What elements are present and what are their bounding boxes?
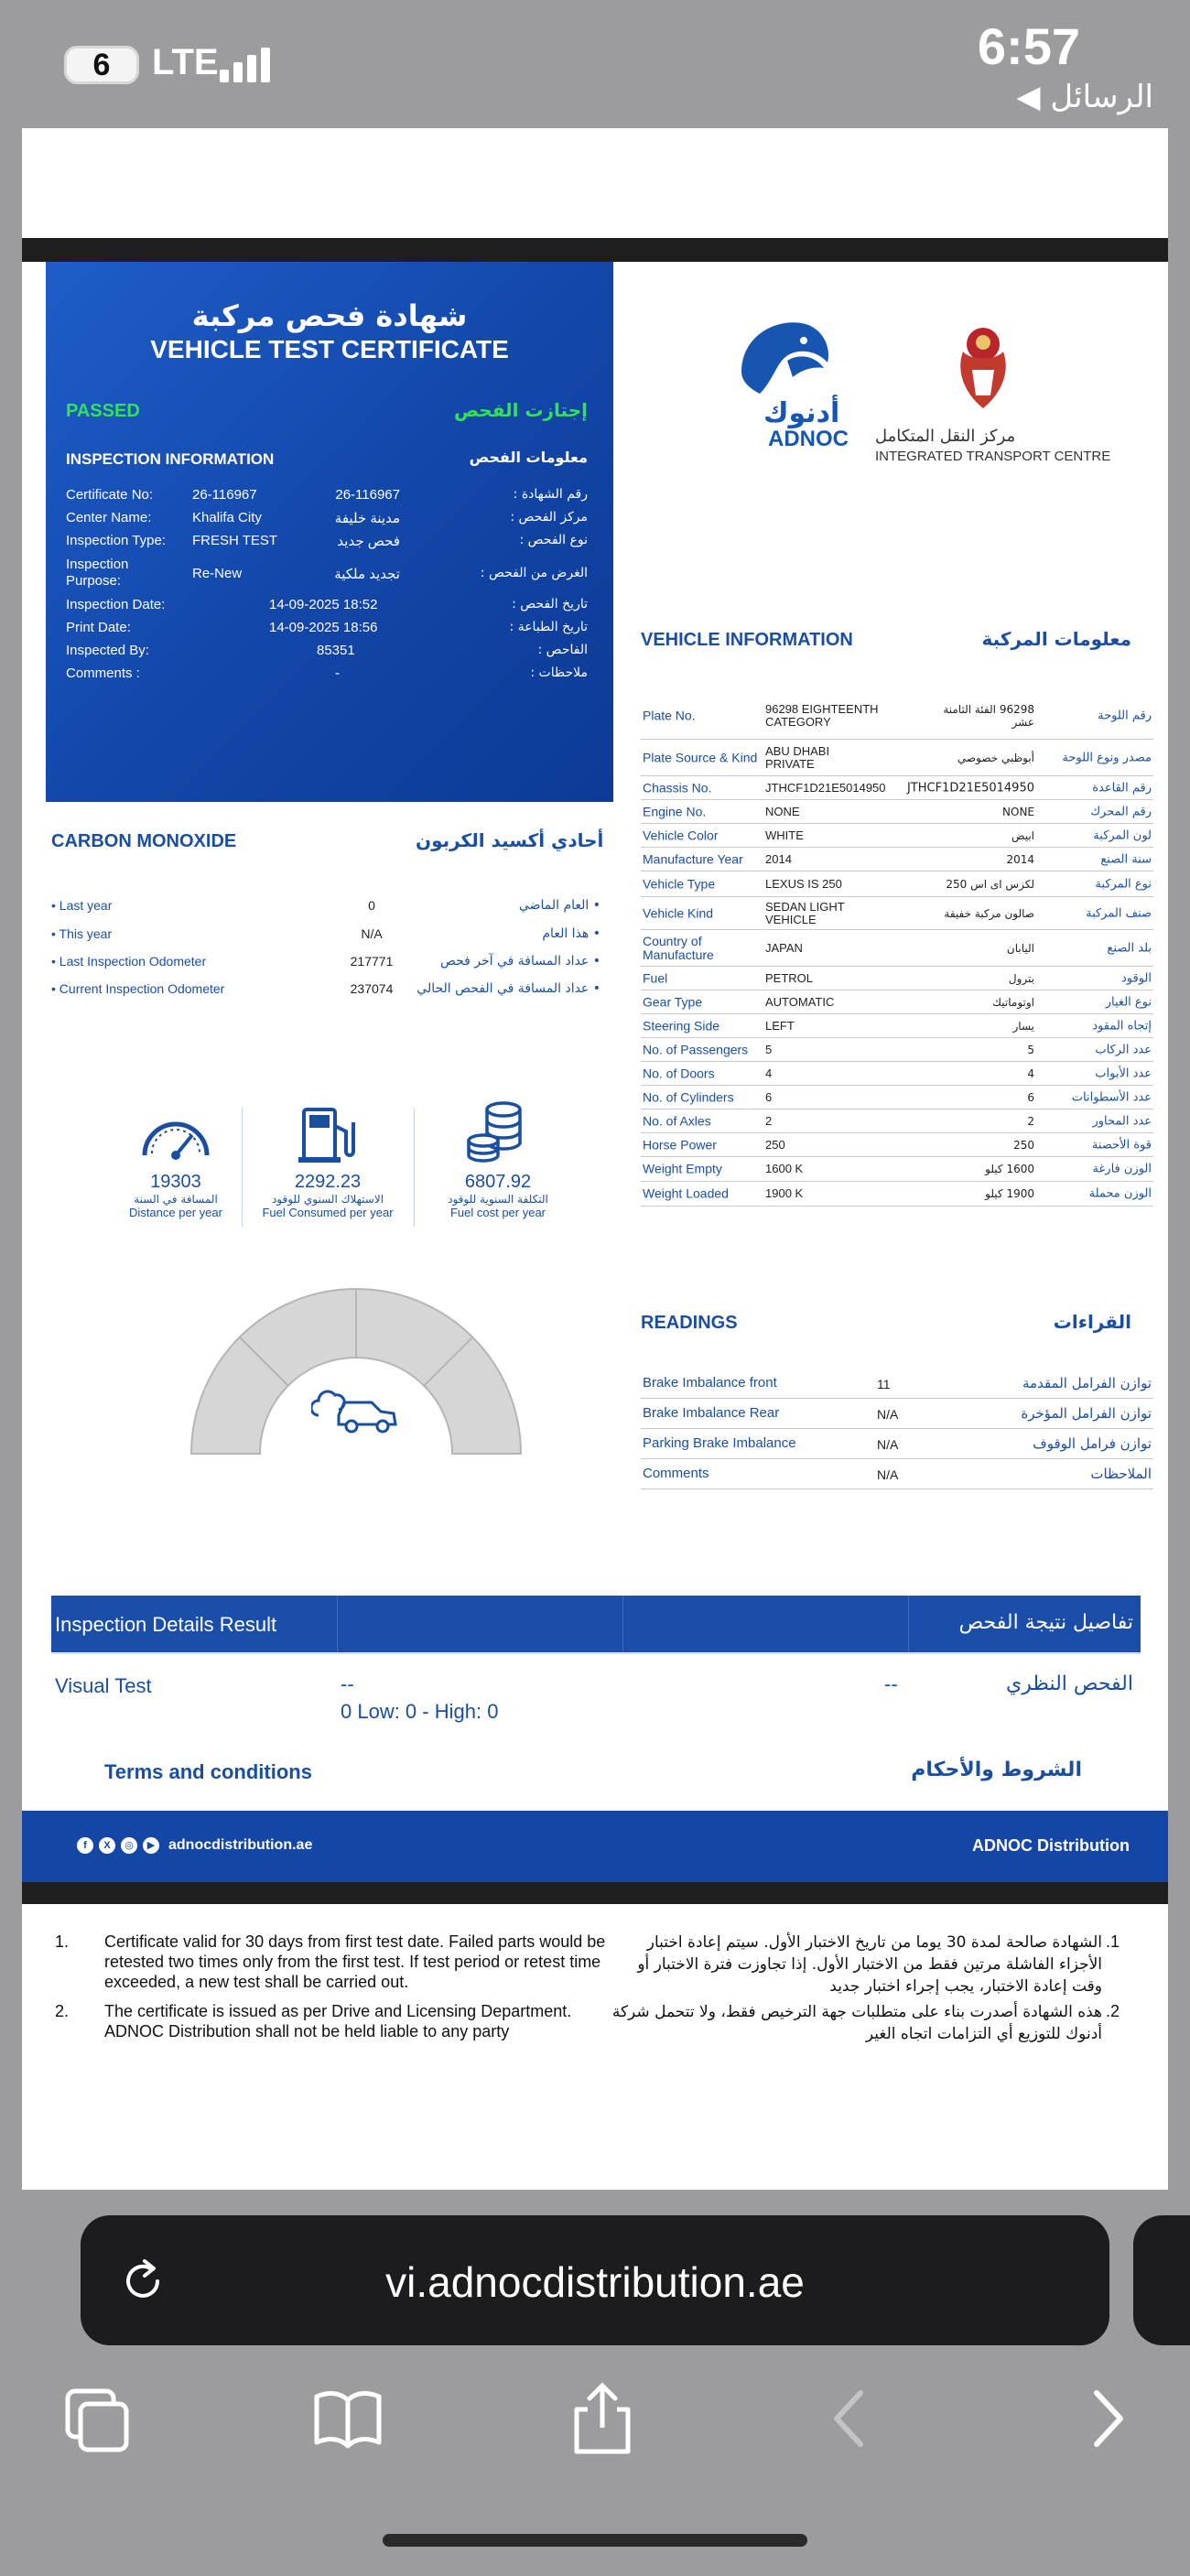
reading-label: Parking Brake Imbalance xyxy=(643,1435,796,1451)
row-label-ar: رقم المحرك xyxy=(1090,805,1152,818)
stat-label: Distance per year xyxy=(129,1206,222,1219)
row-value-ar: 250 xyxy=(1013,1138,1034,1152)
visual-test-label: Visual Test xyxy=(55,1674,152,1697)
row-label: Manufacture Year xyxy=(643,851,743,866)
info-row xyxy=(66,666,588,686)
row-value: JTHCF1D21E5014950 xyxy=(765,780,886,795)
info-label: Inspection Date: xyxy=(66,597,166,612)
row-label: Plate Source & Kind xyxy=(643,750,758,764)
co-row xyxy=(51,926,600,947)
logos xyxy=(663,317,1139,500)
row-value-ar: بترول xyxy=(1008,971,1034,985)
info-value: Khalifa City xyxy=(192,510,262,525)
info-label: Inspection Type: xyxy=(66,533,166,548)
reading-label-ar: توازن الفرامل المؤخرة xyxy=(1021,1405,1152,1422)
co-row xyxy=(51,898,600,918)
reading-label-ar: توازن فرامل الوقوف xyxy=(1033,1435,1152,1452)
row-value-ar: يسار xyxy=(1012,1019,1034,1033)
row-label: Gear Type xyxy=(643,994,703,1009)
info-label-ar: ملاحظات : xyxy=(530,666,588,680)
info-row: Center Name: Khalifa City مدينة خليفة مركز الفحص : xyxy=(66,510,588,526)
vehicle-info-title-ar: معلومات المركبة xyxy=(981,628,1131,650)
co-label: • This year xyxy=(51,926,113,941)
adnoc-logo-en: ADNOC xyxy=(768,427,849,451)
row-value: SEDAN LIGHT VEHICLE xyxy=(765,899,845,926)
reading-value: N/A xyxy=(877,1407,899,1422)
reading-label: Brake Imbalance Rear xyxy=(643,1405,780,1421)
row-label: Weight Empty xyxy=(643,1161,722,1176)
row-label-ar: عدد المحاور xyxy=(1092,1114,1152,1128)
info-label-ar: مركز الفحص : xyxy=(510,510,588,525)
battery-indicator: 6 xyxy=(64,46,139,84)
row-value: LEXUS IS 250 xyxy=(765,876,842,891)
row-label: No. of Axles xyxy=(643,1113,711,1128)
row-label: Steering Side xyxy=(643,1018,720,1033)
term-number-ar: .2 xyxy=(1106,2002,1120,2020)
row-value: JAPAN xyxy=(765,940,803,955)
terms-title-ar: الشروط والأحكام xyxy=(911,1759,1082,1781)
term-number: 1. xyxy=(55,1932,70,1951)
stat-divider xyxy=(242,1108,243,1227)
vehicle-info-title-en: VEHICLE INFORMATION xyxy=(641,630,853,650)
row-label: Engine No. xyxy=(643,804,707,818)
visual-test-detail: 0 Low: 0 - High: 0 xyxy=(341,1700,499,1723)
reading-row xyxy=(641,1400,1153,1429)
result-status-en: PASSED xyxy=(66,401,140,421)
info-value: Re-New xyxy=(192,566,243,581)
stat-label: Fuel cost per year xyxy=(449,1206,546,1219)
table-row xyxy=(641,871,1153,897)
page-separator xyxy=(22,1882,1168,1904)
inspection-info-title-en: INSPECTION INFORMATION xyxy=(66,450,275,468)
co-label-ar: • العام الماضي xyxy=(518,898,600,913)
table-row xyxy=(641,967,1153,990)
row-label: Vehicle Color xyxy=(643,828,719,842)
itc-logo-ar: مركز النقل المتكامل xyxy=(875,427,1016,446)
row-label: Country of Manufacture xyxy=(643,933,714,962)
stat-label: Fuel Consumed per year xyxy=(262,1206,394,1219)
x-icon[interactable]: X xyxy=(99,1837,115,1854)
table-row xyxy=(641,692,1153,740)
website-link[interactable]: adnocdistribution.ae xyxy=(168,1837,313,1853)
signal-icon xyxy=(220,48,275,82)
row-label-ar: سنة الصنع xyxy=(1100,852,1152,866)
back-to-messages-link[interactable]: ◀ الرسائل xyxy=(1016,79,1153,115)
table-row xyxy=(641,824,1153,848)
row-value-ar: 2 xyxy=(1027,1114,1034,1128)
row-label-ar: نوع المركبة xyxy=(1095,877,1152,891)
row-value-ar: 4 xyxy=(1027,1066,1034,1080)
co-label: • Current Inspection Odometer xyxy=(51,981,225,996)
row-label-ar: عدد الأسطوانات xyxy=(1071,1090,1152,1104)
table-row xyxy=(641,848,1153,871)
footer-brand: ADNOC Distribution xyxy=(972,1836,1130,1855)
itc-logo-en: INTEGRATED TRANSPORT CENTRE xyxy=(875,449,1111,464)
adnoc-logo-ar: أدنوك xyxy=(763,397,840,429)
table-row xyxy=(641,740,1153,776)
term-text-ar: الشهادة صالحة لمدة 30 يوما من تاريخ الاختبار الأول. سيتم إعادة اختبار الأجزاء الفاشلة مرتين فقط من الاختبار الأول. إذا تجاوزت فترة الاختبار أو وقت إعادة الاختبار، يجب إجراء اختبار جديد xyxy=(637,1933,1102,1996)
table-row xyxy=(641,1038,1153,1062)
row-label-ar: إتجاه المقود xyxy=(1092,1019,1152,1033)
coins-icon xyxy=(465,1099,529,1166)
term-text-ar: هذه الشهادة أصدرت بناء على متطلبات جهة الترخيص فقط، ولا تتحمل شركة أدنوك للتوزيع أي التزامات اتجاه الغير xyxy=(611,2003,1102,2043)
fuel-consumed-stat xyxy=(245,1172,410,1219)
co-title-ar: أحادي أكسيد الكربون xyxy=(416,829,604,851)
row-label-ar: لون المركبة xyxy=(1093,828,1152,842)
row-label-ar: الوقود xyxy=(1120,971,1152,985)
row-label: Vehicle Kind xyxy=(643,905,714,920)
row-label-ar: رقم القاعدة xyxy=(1092,781,1152,795)
bookmarks-icon[interactable] xyxy=(311,2382,384,2455)
info-row: Certificate No: 26-116967 26-116967 رقم الشهادة : xyxy=(66,487,588,503)
certificate-footer xyxy=(22,1811,1168,1882)
inspection-details-header xyxy=(51,1596,1141,1652)
car-exhaust-icon xyxy=(311,1379,399,1434)
row-label-ar: الوزن فارغة xyxy=(1092,1162,1152,1176)
term-number: 2. xyxy=(55,2002,70,2020)
forward-icon[interactable] xyxy=(1071,2382,1144,2455)
row-value: ABU DHABI PRIVATE xyxy=(765,743,830,771)
network-type: LTE xyxy=(152,42,219,82)
info-label: Certificate No: xyxy=(66,487,154,503)
details-title-en: Inspection Details Result xyxy=(55,1613,277,1636)
info-label: Center Name: xyxy=(66,510,152,525)
row-value: 2014 xyxy=(765,851,792,866)
row-value-ar: لكزس اى اس 250 xyxy=(946,877,1034,891)
row-label: No. of Doors xyxy=(643,1066,715,1080)
info-value: - xyxy=(335,666,340,681)
info-value: FRESH TEST xyxy=(192,533,278,548)
row-value-ar: صالون مركبة خفيفة xyxy=(944,906,1034,920)
info-row xyxy=(66,597,588,617)
row-label-ar: الوزن محملة xyxy=(1088,1186,1152,1201)
row-value: NONE xyxy=(765,804,800,818)
info-row: Inspection Type: FRESH TEST فحص جديد نوع الفحص : xyxy=(66,533,588,549)
table-row xyxy=(641,897,1153,930)
info-row xyxy=(66,620,588,640)
info-label-ar: تاريخ الطباعة : xyxy=(509,620,588,634)
visual-test-row xyxy=(51,1653,1141,1723)
reading-label-ar: توازن الفرامل المقدمة xyxy=(1022,1375,1152,1391)
reading-row xyxy=(641,1430,1153,1459)
row-value-ar: 6 xyxy=(1027,1090,1034,1104)
readings-title-en: READINGS xyxy=(641,1313,738,1333)
table-row xyxy=(641,1086,1153,1109)
row-label: No. of Passengers xyxy=(643,1042,749,1056)
certificate-header-box xyxy=(46,262,613,802)
co-row xyxy=(51,954,600,974)
certificate-page xyxy=(22,262,1168,1882)
reading-row xyxy=(641,1460,1153,1489)
next-tab-bar[interactable] xyxy=(1133,2215,1190,2345)
row-label: Plate No. xyxy=(643,708,696,722)
row-label-ar: صنف المركبة xyxy=(1086,906,1152,920)
visual-test-value: -- xyxy=(341,1672,354,1695)
stat-value: 19303 xyxy=(150,1172,201,1192)
info-value: 14-09-2025 18:56 xyxy=(269,620,378,635)
row-value-ar: NONE xyxy=(1002,805,1034,818)
page-top-blank xyxy=(22,128,1168,238)
stat-value: 2292.23 xyxy=(294,1172,362,1192)
table-row xyxy=(641,1182,1153,1207)
info-label: Comments : xyxy=(66,666,140,681)
row-value: 6 xyxy=(765,1089,773,1104)
reading-value: N/A xyxy=(877,1437,899,1452)
abu-dhabi-emblem-icon xyxy=(947,317,1020,417)
co-row xyxy=(51,981,600,1001)
row-value: PETROL xyxy=(765,970,814,985)
row-label: No. of Cylinders xyxy=(643,1089,734,1104)
term-text: Certificate valid for 30 days from first test date. Failed parts would be retested two times only from the first test. If test period or retest time exceeded, a new test shall be carried out. xyxy=(104,1932,606,1991)
info-label-ar: نوع الفحص : xyxy=(519,533,588,547)
facebook-icon[interactable]: f xyxy=(77,1837,93,1854)
certificate-title-ar: شهادة فحص مركبة xyxy=(191,298,468,333)
co-label: • Last year xyxy=(51,898,113,913)
row-label: Weight Loaded xyxy=(643,1185,729,1201)
distance-stat xyxy=(93,1172,258,1219)
row-value: AUTOMATIC xyxy=(765,994,835,1009)
row-label: Horse Power xyxy=(643,1137,717,1152)
term-number-ar: .1 xyxy=(1106,1932,1120,1951)
page-separator xyxy=(22,238,1168,262)
info-label-ar: الغرض من الفحص : xyxy=(480,566,588,580)
info-row: Inspection Purpose: Re-New تجديد ملكية الغرض من الفحص : xyxy=(66,557,588,589)
table-row xyxy=(641,800,1153,824)
info-label-ar: تاريخ الفحص : xyxy=(512,597,588,612)
reading-value: 11 xyxy=(877,1377,891,1391)
status-bar xyxy=(0,0,1190,128)
row-label-ar: رقم اللوحة xyxy=(1098,709,1152,722)
info-value: 85351 xyxy=(317,643,355,658)
info-label: Print Date: xyxy=(66,620,131,635)
row-value: 2 xyxy=(765,1113,773,1128)
row-value-ar: 1900 كيلو xyxy=(985,1187,1034,1200)
row-value-ar: 1600 كيلو xyxy=(985,1163,1034,1175)
stat-value: 6807.92 xyxy=(464,1172,532,1192)
row-label: Vehicle Type xyxy=(643,876,716,891)
row-value-ar: 96298 الفئة الثامنة عشر xyxy=(943,702,1034,729)
table-row xyxy=(641,1157,1153,1182)
info-value: 14-09-2025 18:52 xyxy=(269,597,378,612)
row-value-ar: JTHCF1D21E5014950 xyxy=(906,781,1034,795)
url-text: vi.adnocdistribution.ae xyxy=(385,2258,805,2306)
visual-test-label-ar: الفحص النظري xyxy=(1006,1672,1133,1695)
row-label: Chassis No. xyxy=(643,780,712,795)
co-value: N/A xyxy=(361,926,383,941)
row-value: LEFT xyxy=(765,1018,795,1033)
address-bar[interactable] xyxy=(81,2215,1109,2345)
terms-page xyxy=(22,1904,1168,2190)
info-label: Inspected By: xyxy=(66,643,149,658)
reading-label: Brake Imbalance front xyxy=(643,1375,777,1391)
row-label-ar: بلد الصنع xyxy=(1107,941,1152,955)
browser-chrome xyxy=(0,2190,1190,2576)
row-value: 5 xyxy=(765,1042,773,1056)
table-row xyxy=(641,1133,1153,1157)
stat-label-ar: الاستهلاك السنوي للوقود xyxy=(271,1193,384,1206)
table-row xyxy=(641,930,1153,967)
stat-label-ar: المسافة في السنة xyxy=(134,1193,218,1206)
tabs-icon[interactable] xyxy=(60,2382,134,2455)
row-value-ar: أبوظبي خصوصي xyxy=(957,751,1034,764)
row-value-ar: 5 xyxy=(1027,1043,1034,1056)
clock: 6:57 xyxy=(977,17,1080,75)
terms-title-en: Terms and conditions xyxy=(104,1760,312,1783)
certificate-title-en: VEHICLE TEST CERTIFICATE xyxy=(150,335,509,363)
readings-title-ar: القراءات xyxy=(1053,1311,1131,1333)
back-icon[interactable] xyxy=(815,2382,888,2455)
table-row xyxy=(641,1014,1153,1038)
stat-label-ar: التكلفة السنوية للوقود xyxy=(448,1193,548,1206)
co-label-ar: • هذا العام xyxy=(542,926,600,941)
table-row xyxy=(641,776,1153,800)
result-status-ar: إجتازت الفحص xyxy=(454,399,588,421)
row-label-ar: عدد الركاب xyxy=(1095,1043,1152,1056)
info-label: Inspection Purpose: xyxy=(66,557,129,589)
table-row xyxy=(641,1109,1153,1133)
co-title-en: CARBON MONOXIDE xyxy=(51,831,237,851)
term-text: The certificate is issued as per Drive and Licensing Department. ADNOC Distribution shall not be held liable to any party xyxy=(104,2002,572,2040)
co-label: • Last Inspection Odometer xyxy=(51,954,207,969)
row-value: 1900 K xyxy=(765,1186,804,1200)
table-row xyxy=(641,990,1153,1014)
fuel-pump-icon xyxy=(297,1104,361,1164)
row-value: 4 xyxy=(765,1066,773,1080)
reading-label-ar: الملاحظات xyxy=(1090,1466,1152,1482)
row-value: 1600 K xyxy=(765,1162,804,1175)
co-value: 237074 xyxy=(350,981,394,996)
adnoc-falcon-icon xyxy=(732,317,833,399)
row-value-ar: ابيض xyxy=(1012,828,1034,842)
details-title-ar: تفاصيل نتيجة الفحص xyxy=(958,1611,1133,1634)
info-label-ar: الفاحص : xyxy=(537,643,588,657)
home-indicator[interactable] xyxy=(383,2534,807,2547)
row-label: Fuel xyxy=(643,970,668,985)
speedometer-icon xyxy=(139,1108,212,1163)
row-label-ar: قوة الأحصنة xyxy=(1091,1138,1152,1152)
row-label-ar: نوع الغيار xyxy=(1105,995,1152,1009)
share-icon[interactable] xyxy=(566,2382,639,2455)
stat-divider xyxy=(414,1108,415,1227)
vehicle-info-table xyxy=(641,692,1153,1207)
row-value-ar: 2014 xyxy=(1006,852,1034,866)
co-value: 217771 xyxy=(350,954,394,969)
column-divider xyxy=(622,1596,623,1652)
column-divider xyxy=(337,1596,338,1652)
row-value: WHITE xyxy=(765,828,804,842)
youtube-icon[interactable]: ▶ xyxy=(143,1837,159,1854)
instagram-icon[interactable]: ◎ xyxy=(121,1837,137,1854)
info-label-ar: رقم الشهادة : xyxy=(513,487,588,502)
visual-test-value-2: -- xyxy=(884,1672,898,1695)
reading-row xyxy=(641,1369,1153,1399)
inspection-info-title-ar: معلومات الفحص xyxy=(469,449,588,466)
fuel-cost-stat xyxy=(416,1172,580,1219)
row-value: 96298 EIGHTEENTH CATEGORY xyxy=(765,701,879,729)
co-value: 0 xyxy=(368,898,375,913)
reading-value: N/A xyxy=(877,1467,899,1482)
row-value: 250 xyxy=(765,1137,785,1152)
reading-label: Comments xyxy=(643,1466,709,1481)
row-label-ar: عدد الأبواب xyxy=(1095,1066,1152,1080)
table-row xyxy=(641,1062,1153,1086)
info-row xyxy=(66,643,588,663)
column-divider xyxy=(908,1596,909,1652)
row-label-ar: مصدر ونوع اللوحة xyxy=(1062,751,1152,764)
info-value: 26-116967 xyxy=(192,487,257,503)
row-value-ar: اوتوماتيك xyxy=(992,995,1034,1009)
row-value-ar: اليابان xyxy=(1006,941,1034,955)
co-label-ar: • عداد المسافة في آخر فحص xyxy=(439,954,600,969)
co-label-ar: • عداد المسافة في الفحص الحالي xyxy=(416,981,600,996)
